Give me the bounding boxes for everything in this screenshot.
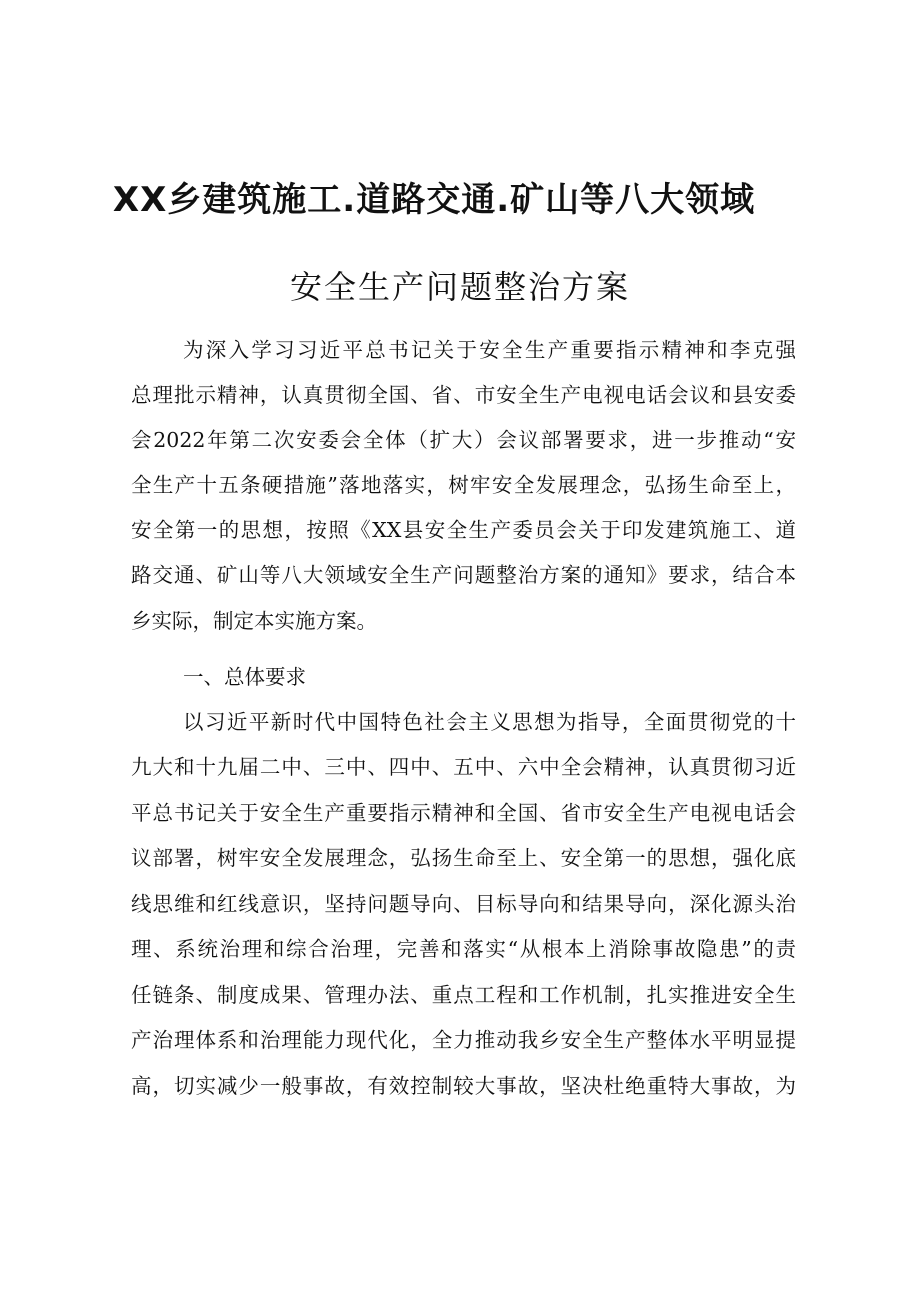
paragraph-line: 理、系统治理和综合治理，完善和落实“从根本上消除事故隐患”的责 <box>131 937 796 961</box>
paragraph-line: 以习近平新时代中国特色社会主义思想为指导，全面贯彻党的十 <box>183 710 796 734</box>
paragraph-line: 高，切实减少一般事故，有效控制较大事故，坚决杜绝重特大事故，为 <box>131 1074 796 1098</box>
paragraph-line: 议部署，树牢安全发展理念，弘扬生命至上、安全第一的思想，强化底 <box>131 846 796 870</box>
paragraph-line: 乡实际，制定本实施方案。 <box>131 609 377 633</box>
section-heading-text: 一、总体要求 <box>183 665 306 689</box>
paragraph-line: 总理批示精神，认真贯彻全国、省、市安全生产电视电话会议和县安委 <box>131 383 796 407</box>
paragraph-line: 线思维和红线意识，坚持问题导向、目标导向和结果导向，深化源头治 <box>131 892 796 916</box>
document-title-line-1: XX乡建筑施工.道路交通.矿山等八大领域 <box>112 180 756 220</box>
paragraph-line: 会2022年第二次安委会全体（扩大）会议部署要求，进一步推动“安 <box>131 428 796 452</box>
paragraph-line: 九大和十九届二中、三中、四中、五中、六中全会精神，认真贯彻习近 <box>131 755 796 779</box>
document-title-line-2: 安全生产问题整治方案 <box>289 268 630 306</box>
paragraph-line: 路交通、矿山等八大领域安全生产问题整治方案的通知》要求，结合本 <box>131 563 796 587</box>
paragraph-line: 平总书记关于安全生产重要指示精神和全国、省市安全生产电视电话会 <box>131 801 796 825</box>
paragraph-line: 为深入学习习近平总书记关于安全生产重要指示精神和李克强 <box>183 338 796 362</box>
paragraph-line: 产治理体系和治理能力现代化，全力推动我乡安全生产整体水平明显提 <box>131 1028 796 1052</box>
paragraph-line: 安全第一的思想，按照《XX县安全生产委员会关于印发建筑施工、道 <box>131 518 796 542</box>
paragraph-line: 任链条、制度成果、管理办法、重点工程和工作机制，扎实推进安全生 <box>131 983 796 1007</box>
paragraph-line: 全生产十五条硬措施”落地落实，树牢安全发展理念，弘扬生命至上， <box>131 473 796 497</box>
